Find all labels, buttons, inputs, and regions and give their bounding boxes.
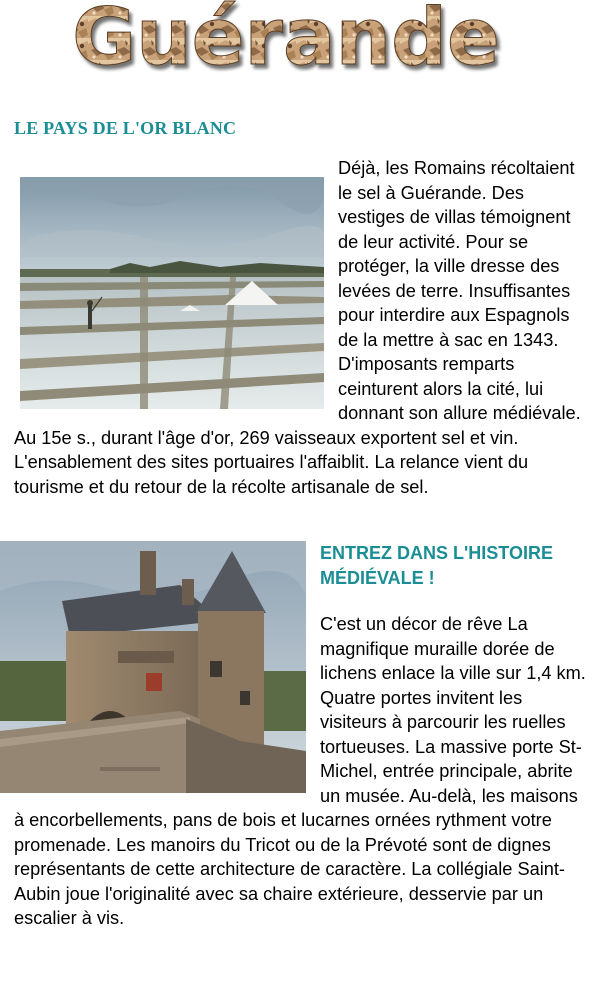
title-graphic bbox=[36, 0, 536, 76]
section-heading-medieval: ENTREZ DANS L'HISTOIRE MÉDIÉVALE ! bbox=[320, 543, 553, 588]
page-title: Guérande bbox=[72, 0, 500, 76]
salt-marsh-photo bbox=[20, 177, 324, 409]
section-medieval-text: C'est un décor de rêve La magnifique muraille dorée de lichens enlace la ville sur 1,4 km. Quatre portes invitent les visiteurs à parcourir les ruelles tortueuses. La massive porte St-Michel, entrée principale, abrite un musée. Au-delà, les maisons à encorbellements, pans de bois et lucarnes ornées rythment votre promenade. Les manoirs du Tricot ou de la Prévoté sont de dignes représentants de cette architecture de caractère. La collégiale Saint-Aubin joue l'originalité avec sa chaire extérieure, desservie par un escalier à vis. bbox=[14, 614, 586, 928]
section-salt-text: Déjà, les Romains récoltaient le sel à Guérande. Des vestiges de villas témoignent de leur activité. Pour se protéger, la ville dresse des levées de terre. Insuffisantes pour interdire aux Espagnols de la mettre à sac en 1343. D'imposants remparts ceinturent alors la cité, lui donnant son allure médiévale. Au 15e s., durant l'âge d'or, 269 vaisseaux exportent sel et vin. L'ensablement des sites portuaires l'affaiblit. La relance vient du tourisme et du retour de la récolte artisanale de sel. bbox=[14, 158, 581, 497]
section-salt bbox=[14, 156, 592, 499]
page-title-banner bbox=[36, 0, 536, 76]
medieval-gate-photo bbox=[0, 541, 306, 793]
section-medieval bbox=[0, 541, 592, 931]
section-heading-salt: LE PAYS DE L'OR BLANC bbox=[14, 118, 237, 138]
